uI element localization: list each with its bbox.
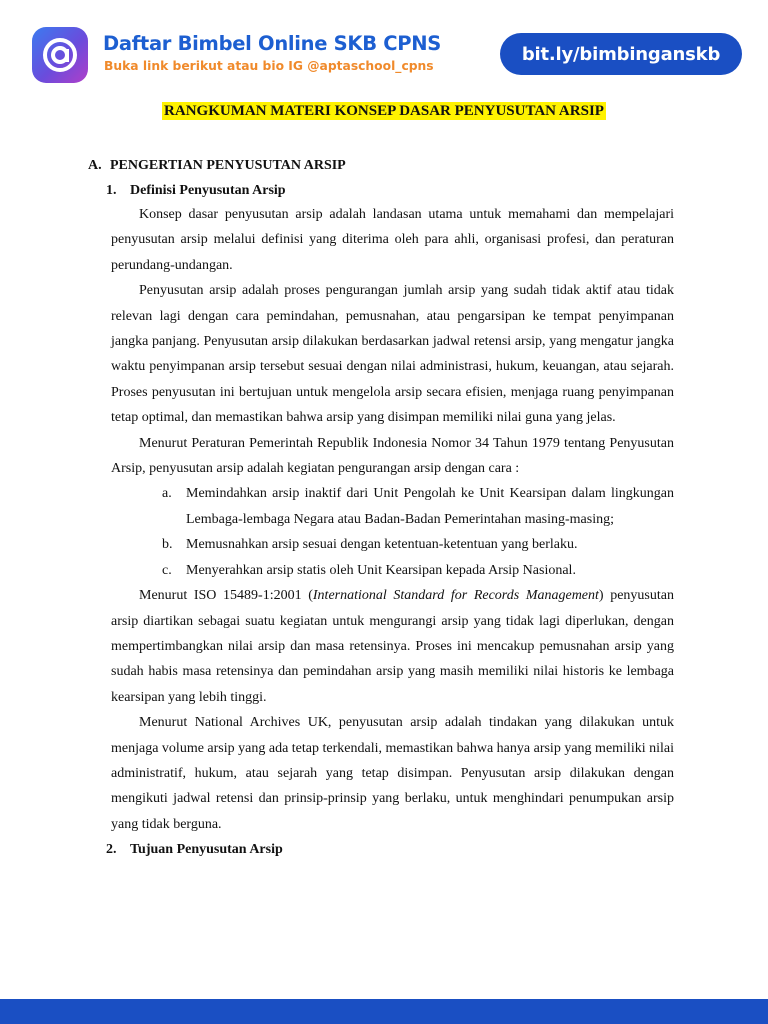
list-item-text: Memindahkan arsip inaktif dari Unit Pengolah ke Unit Kearsipan dalam lingkungan Lembaga-lembaga Negara atau Badan-Badan Pemerintahan masing-masing; [186,486,674,527]
document-body [88,156,674,861]
aptaschool-logo-icon[interactable] [32,27,88,83]
list-item-text: Menyerahkan arsip statis oleh Unit Kearsipan kepada Arsip Nasional. [186,562,576,578]
list-item [162,558,674,583]
list-marker: b. [162,537,173,553]
promo-subtitle: Buka link berikut atau bio IG @aptaschool_cpns [104,59,434,73]
subsection-title: Tujuan Penyusutan Arsip [130,842,283,858]
paragraph-4-italic: International Standard for Records Management [312,588,599,604]
paragraph-3: Menurut Peraturan Pemerintah Republik Indonesia Nomor 34 Tahun 1979 tentang Penyusutan Arsip, penyusutan arsip adalah kegiatan pengurangan arsip dengan cara : [111,435,674,477]
paragraph-4-after: ) penyusutan arsip diartikan sebagai suatu kegiatan untuk mengurangi arsip yang tidak lagi diperlukan, dengan mempertimbangkan nilai arsip dan masa retensinya. Proses ini mencakup pemusnahan arsip yang sudah habis masa retensinya dan pemindahan arsip yang masih memiliki nilai historis ke lembaga kearsipan yang lebih tinggi. [111,588,674,705]
subsection-heading-2 [106,839,674,861]
promo-header [0,0,768,88]
document-title [0,102,768,120]
subsection-heading-1 [106,180,674,202]
regulation-list [88,481,674,583]
list-item [162,481,674,532]
promo-title: Daftar Bimbel Online SKB CPNS [103,32,442,55]
section-title: PENGERTIAN PENYUSUTAN ARSIP [110,158,346,173]
list-item [162,532,674,557]
paragraph-4-before: Menurut ISO 15489-1:2001 ( [139,588,313,604]
subsection-number: 1. [106,183,117,198]
list-item-text: Memusnahkan arsip sesuai dengan ketentuan-ketentuan yang berlaku. [186,537,578,553]
section-heading-a [88,156,674,176]
document-title-text: RANGKUMAN MATERI KONSEP DASAR PENYUSUTAN ARSIP [164,103,604,119]
list-marker: c. [162,562,172,578]
subsection-title: Definisi Penyusutan Arsip [130,183,286,198]
subsection-number: 2. [106,842,117,858]
footer-bar [0,999,768,1024]
signup-link-button[interactable]: bit.ly/bimbinganskb [500,33,742,75]
list-marker: a. [162,486,172,502]
paragraph-4 [88,583,674,710]
paragraph-1: Konsep dasar penyusutan arsip adalah landasan utama untuk memahami dan mempelajari penyusutan arsip melalui definisi yang diterima oleh para ahli, organisasi profesi, dan peraturan perundang-undangan. [111,207,674,273]
paragraph-2: Penyusutan arsip adalah proses pengurangan jumlah arsip yang sudah tidak aktif atau tidak relevan lagi dengan cara pemindahan, pemusnahan, atau pengarsipan ke tempat penyimpanan jangka panjang. Penyusutan arsip dilakukan berdasarkan jadwal retensi arsip, yang mengatur jangka waktu penyimpanan arsip tersebut sesuai dengan nilai administrasi, hukum, keuangan, atau sejarah. Proses penyusutan ini bertujuan untuk mengelola arsip secara efisien, menjaga ruang penyimpanan tetap optimal, dan memastikan bahwa arsip yang disimpan memiliki nilai guna yang jelas. [111,283,674,426]
paragraph-5: Menurut National Archives UK, penyusutan arsip adalah tindakan yang dilakukan untuk menjaga volume arsip yang ada tetap terkendali, memastikan bahwa hanya arsip yang memiliki nilai administratif, hukum, atau sejarah yang tetap disimpan. Penyusutan arsip dilakukan dengan mengikuti jadwal retensi dan prinsip-prinsip yang berlaku, untuk menghindari penumpukan arsip yang tidak berguna. [111,715,674,832]
section-label: A. [88,158,102,173]
